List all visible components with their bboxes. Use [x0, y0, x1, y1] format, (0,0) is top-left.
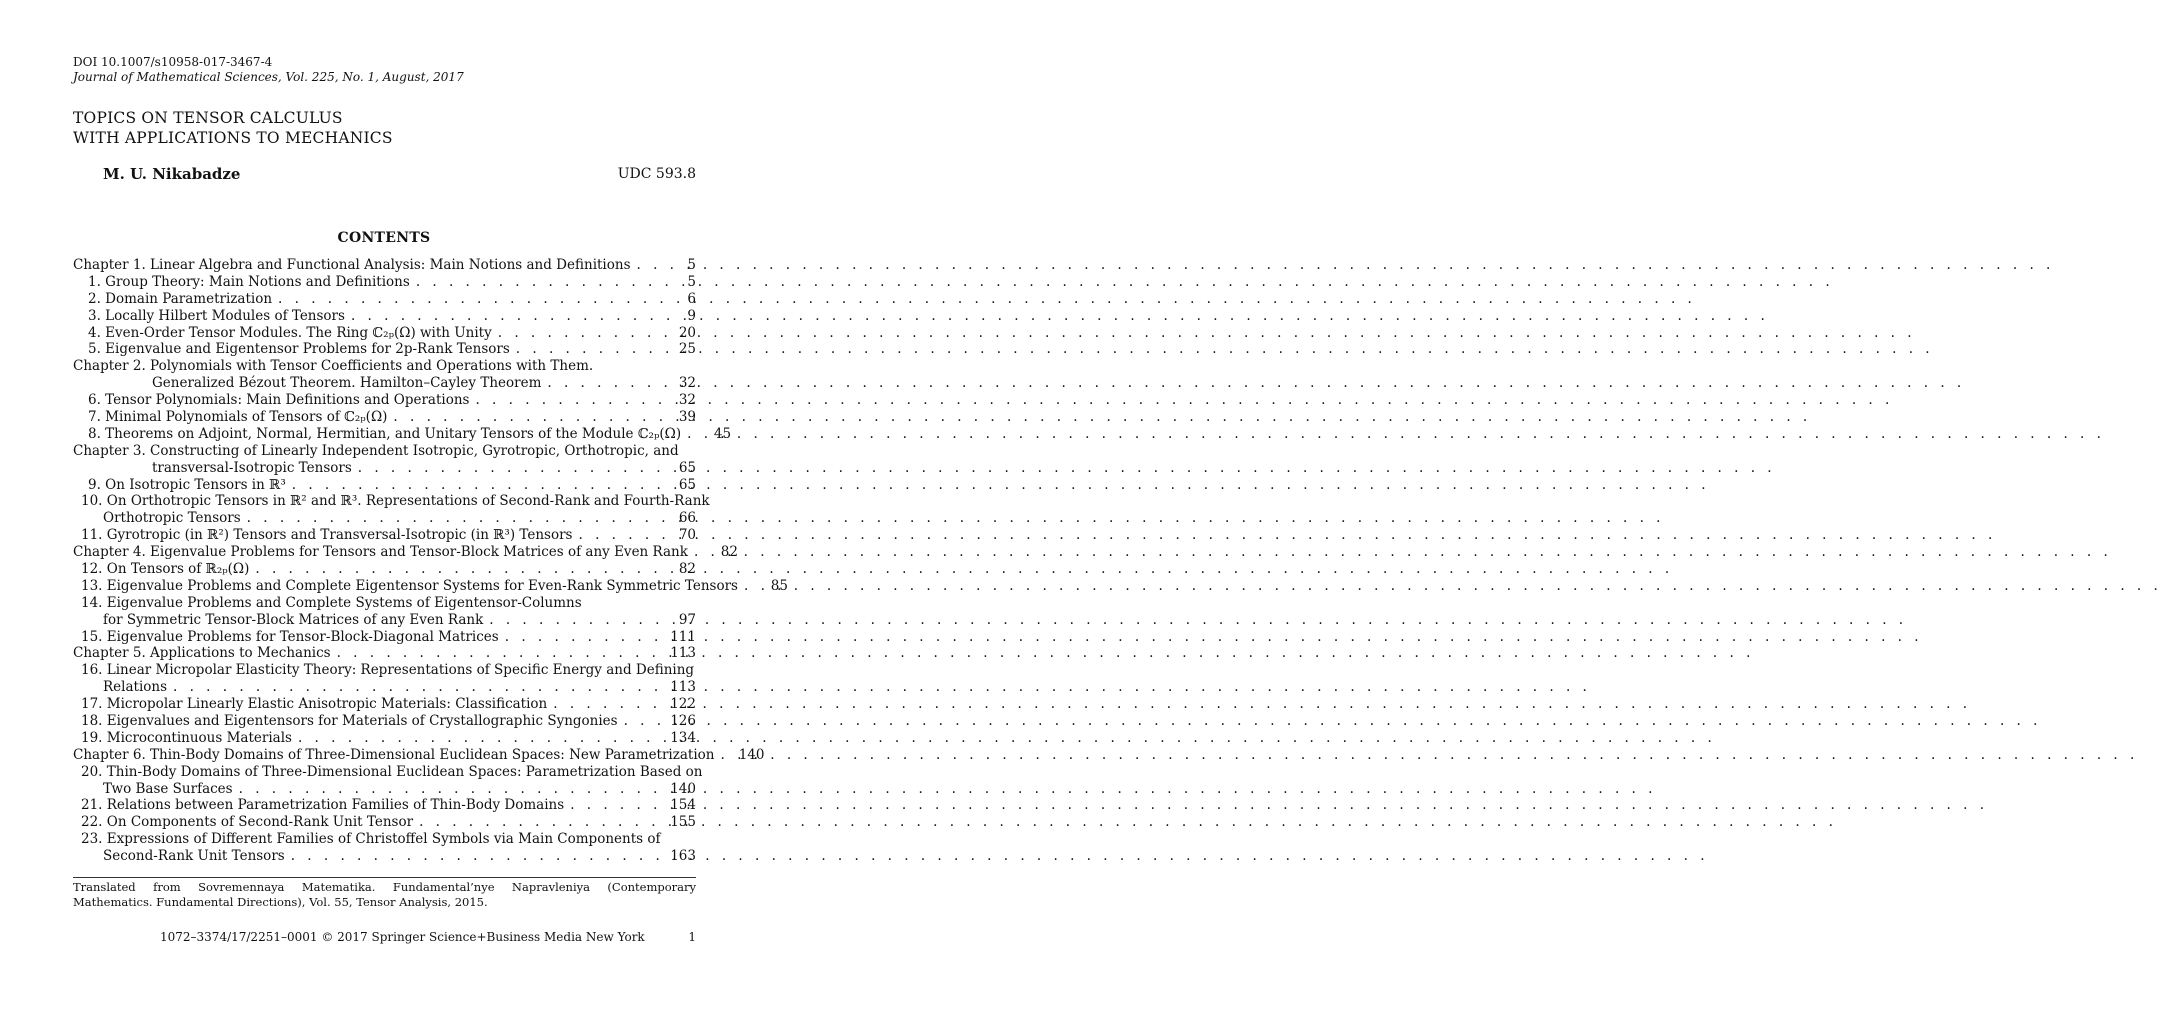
toc-page-number: 85 — [770, 577, 788, 594]
toc-chapter-row[interactable] — [73, 645, 696, 662]
toc-entry-row[interactable] — [73, 831, 696, 848]
toc-leader-dots — [298, 730, 664, 747]
toc-entry-row[interactable] — [73, 510, 696, 527]
toc-entry-row[interactable] — [73, 679, 696, 696]
toc-chapter-row[interactable] — [73, 544, 738, 561]
toc-chapter-row[interactable] — [73, 257, 696, 274]
toc-entry-row[interactable] — [73, 696, 696, 713]
toc-chapter-row[interactable] — [73, 443, 696, 460]
toc-leader-dots — [694, 544, 706, 561]
toc-leader-dots — [393, 409, 664, 426]
table-of-contents — [73, 256, 788, 865]
page-number: 1 — [688, 930, 696, 944]
toc-entry-row[interactable] — [73, 392, 696, 409]
toc-leader-dots — [720, 747, 732, 764]
toc-entry-row[interactable] — [73, 629, 696, 646]
toc-entry-label: 5. Eigenvalue and Eigentensor Problems for 2p-Rank Tensors — [88, 341, 510, 358]
toc-chapter-row[interactable] — [73, 746, 765, 764]
toc-entry-row[interactable] — [73, 612, 696, 629]
toc-entry-label: 14. Eigenvalue Problems and Complete Systems of Eigentensor-Columns — [81, 594, 582, 611]
toc-entry-label: 6. Tensor Polynomials: Main Definitions and Operations — [88, 392, 470, 409]
toc-leader-dots — [498, 325, 664, 342]
toc-entry-label: 21. Relations between Parametrization Families of Thin-Body Domains — [81, 797, 565, 814]
toc-page-number: 20 — [678, 324, 696, 341]
toc-entry-label: Chapter 2. Polynomials with Tensor Coefficients and Operations with Them. — [73, 358, 594, 375]
toc-entry-row[interactable] — [73, 291, 696, 308]
toc-entry-label: Chapter 1. Linear Algebra and Functional Analysis: Main Notions and Definitions — [73, 256, 631, 273]
toc-page-number: 154 — [670, 797, 696, 814]
toc-page-number: 9 — [687, 307, 696, 324]
translation-footnote: Translated from Sovremennaya Matematika. Fundamental’nye Napravleniya (Contemporary Mathematics. Fundamental Directions), Vol. 55, Tensor Analysis, 2015. — [73, 880, 696, 909]
toc-page-number: 113 — [670, 679, 696, 696]
toc-entry-label: 11. Gyrotropic (in ℝ²) Tensors and Transversal-Isotropic (in ℝ³) Tensors — [81, 527, 573, 544]
toc-leader-dots — [358, 460, 664, 477]
author-name: M. U. Nikabadze — [103, 165, 241, 183]
toc-page-number: 97 — [678, 611, 696, 628]
toc-entry-row[interactable] — [73, 527, 696, 544]
toc-page-number: 25 — [678, 341, 696, 358]
toc-page-number: 82 — [720, 544, 738, 561]
toc-entry-label: Chapter 5. Applications to Mechanics — [73, 645, 331, 662]
journal-citation: Journal of Mathematical Sciences, Vol. 225, No. 1, August, 2017 — [73, 70, 464, 84]
toc-leader-dots — [247, 510, 664, 527]
paper-title — [73, 108, 393, 148]
toc-page-number: 155 — [670, 814, 696, 831]
toc-entry-row[interactable] — [73, 577, 788, 595]
toc-leader-dots — [687, 426, 699, 443]
title-line-2: WITH APPLICATIONS TO MECHANICS — [73, 129, 393, 147]
toc-page-number: 111 — [670, 628, 696, 645]
toc-entry-row[interactable] — [73, 798, 696, 815]
toc-entry-row[interactable] — [73, 730, 696, 747]
toc-leader-dots — [744, 578, 756, 595]
toc-entry-label: Chapter 4. Eigenvalue Problems for Tensors and Tensor-Block Matrices of any Even Rank — [73, 544, 688, 561]
toc-leader-dots — [637, 257, 664, 274]
toc-entry-row[interactable] — [73, 493, 710, 510]
toc-entry-label: 1. Group Theory: Main Notions and Definitions — [88, 273, 410, 290]
toc-leader-dots — [489, 612, 664, 629]
toc-entry-row[interactable] — [73, 308, 696, 325]
toc-leader-dots — [475, 392, 664, 409]
toc-entry-label: 20. Thin-Body Domains of Three-Dimensional Euclidean Spaces: Parametrization Based on — [81, 763, 703, 780]
toc-leader-dots — [570, 797, 664, 814]
toc-entry-label: for Symmetric Tensor-Block Matrices of any Even Rank — [103, 611, 484, 628]
toc-entry-label: 23. Expressions of Different Families of Christoffel Symbols via Main Components of — [81, 831, 661, 848]
toc-entry-label: Chapter 6. Thin-Body Domains of Three-Dimensional Euclidean Spaces: New Parametrization — [73, 746, 715, 763]
toc-entry-label: Relations — [103, 679, 168, 696]
toc-entry-row[interactable] — [73, 814, 696, 831]
toc-page-number: 32 — [678, 392, 696, 409]
toc-entry-label: 22. On Components of Second-Rank Unit Tensor — [81, 814, 414, 831]
copyright-line: 1072–3374/17/2251–0001 © 2017 Springer Science+Business Media New York — [160, 930, 645, 944]
toc-entry-row[interactable] — [73, 425, 732, 443]
paper-page — [0, 0, 788, 1024]
toc-page-number: 122 — [670, 696, 696, 713]
toc-leader-dots — [291, 848, 664, 865]
toc-entry-label: 8. Theorems on Adjoint, Normal, Hermitian, and Unitary Tensors of the Module ℂ₂ₚ(Ω) — [88, 425, 682, 442]
toc-leader-dots — [547, 375, 664, 392]
toc-entry-label: 19. Microcontinuous Materials — [81, 729, 292, 746]
title-line-1: TOPICS ON TENSOR CALCULUS — [73, 109, 343, 127]
toc-entry-label: 3. Locally Hilbert Modules of Tensors — [88, 307, 345, 324]
footnote-divider — [73, 877, 696, 878]
toc-page-number: 134 — [670, 729, 696, 746]
toc-page-number: 32 — [678, 375, 696, 392]
toc-entry-row[interactable] — [73, 375, 696, 392]
toc-entry-row[interactable] — [73, 662, 696, 679]
toc-entry-row[interactable] — [73, 409, 696, 426]
toc-entry-label: transversal-Isotropic Tensors — [152, 459, 352, 476]
toc-leader-dots — [278, 291, 664, 308]
toc-leader-dots — [416, 274, 664, 291]
toc-page-number: 126 — [670, 713, 696, 730]
toc-leader-dots — [505, 629, 664, 646]
toc-page-number: 140 — [670, 780, 696, 797]
toc-page-number: 113 — [670, 645, 696, 662]
toc-leader-dots — [419, 814, 664, 831]
toc-entry-label: Generalized Bézout Theorem. Hamilton–Cayley Theorem — [152, 375, 542, 392]
toc-leader-dots — [624, 713, 664, 730]
toc-page-number: 5 — [687, 273, 696, 290]
toc-page-number: 5 — [687, 256, 696, 273]
toc-entry-label: 15. Eigenvalue Problems for Tensor-Block-Diagonal Matrices — [81, 628, 499, 645]
toc-entry-row[interactable] — [73, 460, 696, 477]
toc-page-number: 39 — [678, 409, 696, 425]
toc-entry-row[interactable] — [73, 325, 696, 342]
toc-page-number: 70 — [678, 527, 696, 544]
toc-entry-row[interactable] — [73, 781, 696, 798]
doi-line: DOI 10.1007/s10958-017-3467-4 — [73, 55, 273, 69]
udc-code: UDC 593.8 — [617, 166, 696, 182]
toc-entry-row[interactable] — [73, 713, 696, 730]
toc-page-number: 6 — [687, 290, 696, 307]
toc-leader-dots — [578, 527, 664, 544]
toc-entry-row[interactable] — [73, 848, 696, 865]
toc-page-number: 140 — [738, 746, 765, 763]
toc-entry-label: 10. On Orthotropic Tensors in ℝ² and ℝ³. Representations of Second-Rank and Fourth-Rank — [81, 493, 710, 510]
toc-entry-label: 4. Even-Order Tensor Modules. The Ring ℂ₂ₚ(Ω) with Unity — [88, 324, 492, 341]
toc-leader-dots — [239, 781, 664, 798]
toc-page-number: 65 — [678, 476, 696, 493]
toc-entry-row[interactable] — [73, 274, 696, 291]
toc-entry-label: 16. Linear Micropolar Elasticity Theory: Representations of Specific Energy and Defining — [81, 662, 695, 679]
toc-entry-label: 12. On Tensors of ℝ₂ₚ(Ω) — [81, 561, 250, 578]
toc-leader-dots — [255, 561, 664, 578]
toc-entry-row[interactable] — [73, 561, 696, 578]
toc-entry-label: 18. Eigenvalues and Eigentensors for Materials of Crystallographic Syngonies — [81, 713, 618, 730]
toc-leader-dots — [337, 645, 664, 662]
toc-leader-dots — [173, 679, 664, 696]
toc-leader-dots — [516, 341, 664, 358]
toc-entry-label: Two Base Surfaces — [103, 780, 233, 797]
contents-heading: CONTENTS — [337, 230, 431, 246]
toc-entry-row[interactable] — [73, 763, 703, 781]
toc-page-number: 82 — [678, 561, 696, 578]
toc-entry-label: 17. Micropolar Linearly Elastic Anisotropic Materials: Classification — [81, 696, 548, 713]
toc-entry-label: 2. Domain Parametrization — [88, 290, 273, 307]
toc-leader-dots — [553, 696, 664, 713]
toc-chapter-row[interactable] — [73, 358, 696, 375]
toc-entry-label: Second-Rank Unit Tensors — [103, 848, 285, 865]
toc-entry-row[interactable] — [73, 595, 696, 612]
toc-page-number: 45 — [713, 425, 732, 442]
toc-page-number: 163 — [670, 848, 696, 865]
toc-entry-row[interactable] — [73, 477, 696, 494]
toc-entry-label: 13. Eigenvalue Problems and Complete Eigentensor Systems for Even-Rank Symmetric Tensors — [81, 577, 738, 594]
toc-leader-dots — [351, 308, 664, 325]
toc-entry-label: 7. Minimal Polynomials of Tensors of ℂ₂ₚ(Ω) — [88, 409, 388, 425]
toc-leader-dots — [292, 477, 664, 494]
toc-page-number: 66 — [678, 510, 696, 527]
toc-entry-label: Orthotropic Tensors — [103, 510, 241, 527]
toc-page-number: 65 — [678, 459, 696, 476]
toc-entry-label: 9. On Isotropic Tensors in ℝ³ — [88, 476, 286, 493]
toc-entry-label: Chapter 3. Constructing of Linearly Independent Isotropic, Gyrotropic, Orthotropic, and — [73, 442, 679, 459]
toc-entry-row[interactable] — [73, 341, 696, 358]
